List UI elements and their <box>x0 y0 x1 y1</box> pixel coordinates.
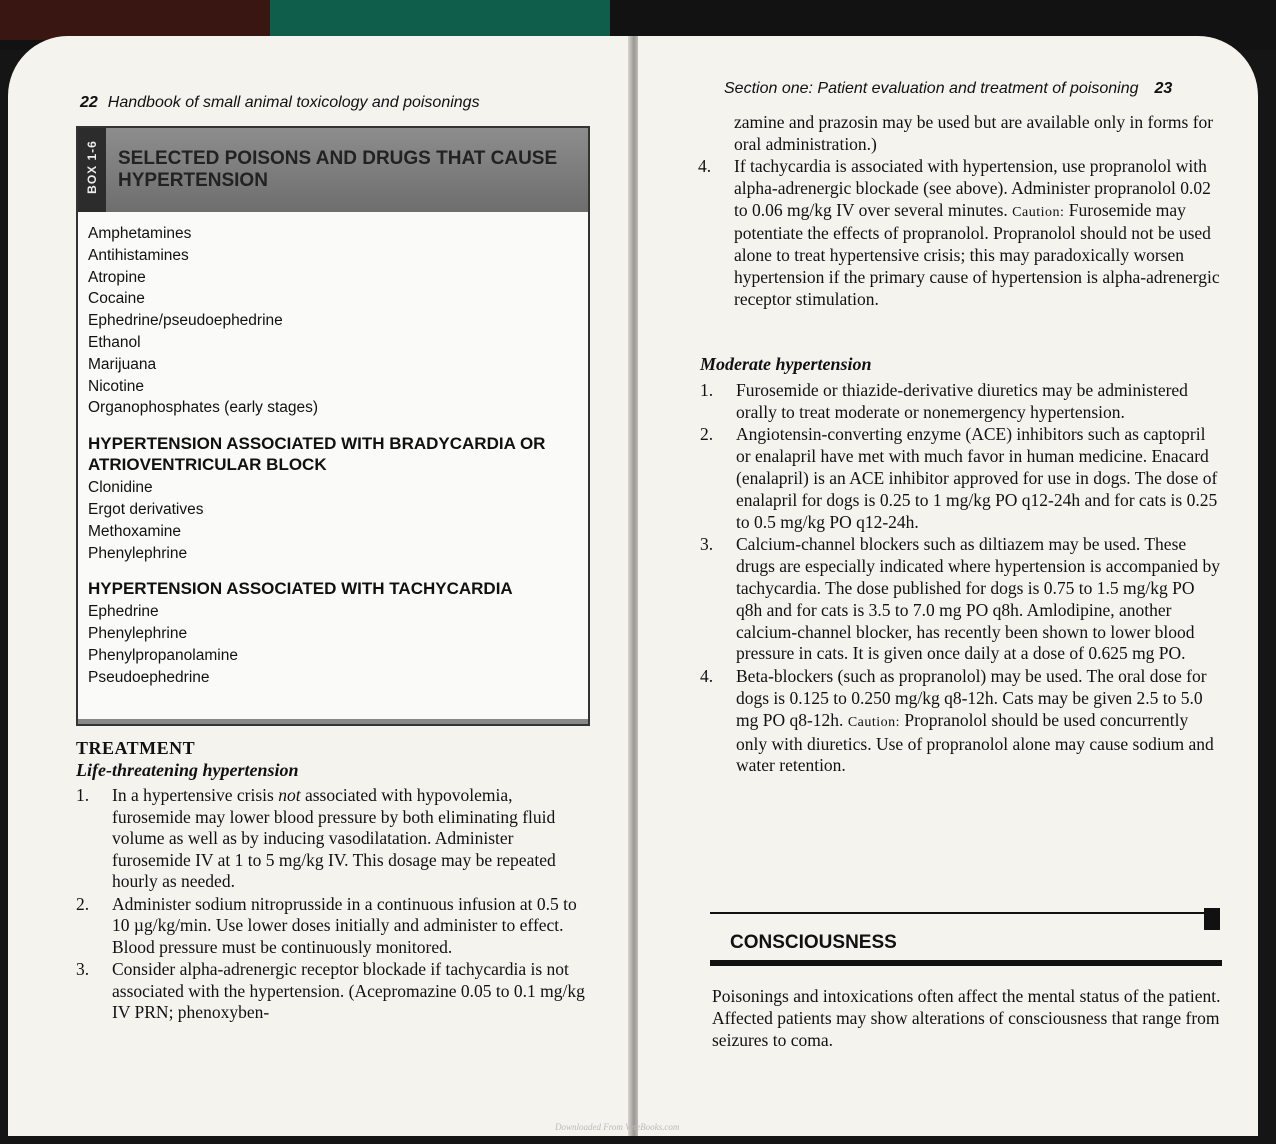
list-item: Atropine <box>88 268 146 286</box>
moderate-steps <box>700 380 1220 777</box>
step-text: In a hypertensive crisis <box>112 785 279 805</box>
left-running-head <box>80 94 480 112</box>
left-page-number: 22 <box>80 94 98 111</box>
list-item: Organophosphates (early stages) <box>88 399 319 417</box>
step-item <box>700 534 1220 665</box>
step-text: Consider alpha-adrenergic receptor blockade if tachycardia is not associated with the hypertension. (Acepromazine 0.05 to 0.1 mg/kg IV PRN; phenoxyben- <box>112 959 585 1022</box>
box-title: SELECTED POISONS AND DRUGS THAT CAUSE HYPERTENSION <box>118 148 558 191</box>
step-number: 2. <box>76 893 90 914</box>
step-text: Beta-blockers (such as propranolol) may be used. The oral dose for dogs is 0.125 to 0.250 mg/kg q8-12h. Cats may be given 2.5 to 5.0 mg PO q8-12h. <box>736 666 1207 730</box>
right-running-head-title: Section one: Patient evaluation and treatment of poisoning <box>724 80 1139 97</box>
right-page <box>638 36 1258 1136</box>
step-text: Furosemide or thiazide-derivative diuretics may be administered orally to treat moderate or nonemergency hypertension. <box>736 379 1188 422</box>
list-item: Ephedrine/pseudoephedrine <box>88 312 283 330</box>
step-item <box>698 156 1224 311</box>
step-text: Propranolol should be used concurrently only with diuretics. Use of propranolol alone may cause sodium and water retention. <box>736 709 1214 776</box>
right-page-number: 23 <box>1154 80 1173 97</box>
list-item: Ethanol <box>88 333 141 351</box>
consciousness-text: Poisonings and intoxications often affect the mental status of the patient. Affected patients may show alterations of consciousness that range from seizures to coma. <box>712 986 1221 1050</box>
life-threatening-steps-continued <box>698 156 1224 312</box>
step-item <box>76 785 586 893</box>
step-item <box>700 424 1220 533</box>
step-number: 3. <box>700 534 714 555</box>
moderate-section <box>700 354 1220 778</box>
list-item: Cocaine <box>88 290 145 308</box>
section-rule-bottom <box>710 960 1222 966</box>
step-number: 1. <box>76 785 90 805</box>
consciousness-heading: CONSCIOUSNESS <box>730 932 897 953</box>
tachy-heading: HYPERTENSION ASSOCIATED WITH TACHYCARDIA <box>88 579 513 599</box>
step-emphasis: not <box>278 785 301 805</box>
left-page <box>8 36 630 1136</box>
step-text: If tachycardia is associated with hypertension, use propranolol with alpha-adrenergic blockade (see above). Administer propranolol 0.02 to 0.06 mg/kg IV over several minutes. <box>734 156 1211 220</box>
step-item <box>700 380 1220 424</box>
box-tab-label: BOX 1-6 <box>85 140 99 194</box>
list-item: Ephedrine <box>88 603 159 621</box>
list-item: Marijuana <box>88 355 157 373</box>
list-item: Pseudoephedrine <box>88 668 210 686</box>
step-item <box>700 666 1220 777</box>
step-text: associated with hypovolemia, furosemide may lower blood pressure by both eliminating fluid volume as well as by inducing vasodilatation. Administer furosemide IV at 1 to 5 mg/kg IV. This dosage may be repeated hourly as needed. <box>112 785 556 891</box>
list-item: Methoxamine <box>88 522 182 540</box>
list-item: Phenylpropanolamine <box>88 646 238 664</box>
brady-list <box>88 477 578 564</box>
right-running-head <box>724 80 1172 98</box>
box-body <box>88 223 578 689</box>
list-item: Antihistamines <box>88 246 189 264</box>
tachy-list <box>88 601 578 688</box>
step-text: Calcium-channel blockers such as diltiazem may be used. These drugs are especially indicated where hypertension is accompanied by tachycardia. The dose published for dogs is 0.75 to 1.5 mg/kg PO q8h and for cats is 3.5 to 7.0 mg PO q8h. Amlodipine, another calcium-channel blocker, has recently been shown to lower blood pressure in cats. It is given once daily at a dose of 0.625 mg PO. <box>736 534 1220 664</box>
box-bottom-rule <box>78 719 588 724</box>
moderate-heading: Moderate hypertension <box>700 354 872 374</box>
book-cover-edge-teal <box>270 0 610 40</box>
box-tab <box>78 128 106 212</box>
left-running-head-title: Handbook of small animal toxicology and poisonings <box>107 94 480 111</box>
caution-label: Caution: <box>1012 204 1065 220</box>
step-text: Administer sodium nitroprusside in a continuous infusion at 0.5 to 10 µg/kg/min. Use lower doses initially and administer to effect. Blood pressure must be continuously monitored. <box>112 893 577 957</box>
list-item: Nicotine <box>88 377 144 395</box>
list-item: Phenylephrine <box>88 544 188 562</box>
book-cover-edge <box>0 0 270 40</box>
step-number: 1. <box>700 379 714 400</box>
poison-list <box>88 223 578 419</box>
treatment-section <box>76 738 586 1025</box>
treatment-steps <box>76 785 586 1024</box>
life-threatening-heading: Life-threatening hypertension <box>76 759 299 780</box>
section-rule-marker <box>1204 908 1220 930</box>
continuation-text: zamine and prazosin may be used but are available only in forms for oral administration.) <box>734 112 1214 154</box>
list-item: Phenylephrine <box>88 625 188 643</box>
step-number: 4. <box>700 666 714 687</box>
step-item <box>76 894 586 959</box>
step-number: 4. <box>698 156 712 176</box>
step-text: Furosemide may potentiate the effects of propranolol. Propranolol should not be used alone to treat hypertensive crisis; this may paradoxically worsen hypertension if the primary cause of hypertension is alpha-adrenergic receptor stimulation. <box>734 199 1220 309</box>
treatment-heading: TREATMENT <box>76 738 196 758</box>
caution-label: Caution: <box>847 714 901 730</box>
box-header <box>78 128 588 212</box>
list-item: Clonidine <box>88 479 153 497</box>
watermark: Downloaded From VeteBooks.com <box>555 1122 680 1132</box>
brady-heading: HYPERTENSION ASSOCIATED WITH BRADYCARDIA OR ATRIOVENTRICULAR BLOCK <box>88 434 546 475</box>
step-number: 3. <box>76 959 90 979</box>
list-item: Amphetamines <box>88 225 192 242</box>
section-rule-top <box>710 912 1220 914</box>
step-item <box>76 959 586 1024</box>
list-item: Ergot derivatives <box>88 500 204 518</box>
step-text: Angiotensin-converting enzyme (ACE) inhibitors such as captopril or enalapril have met with much favor in human medicine. Enacard (enalapril) is an ACE inhibitor approved for use in dogs. The dose of enalapril for dogs is 0.25 to 1 mg/kg PO q12-24h and for cats is 0.25 to 0.5 mg/kg PO q12-24h. <box>736 424 1218 532</box>
step-number: 2. <box>700 424 714 445</box>
box-1-6 <box>76 126 590 726</box>
